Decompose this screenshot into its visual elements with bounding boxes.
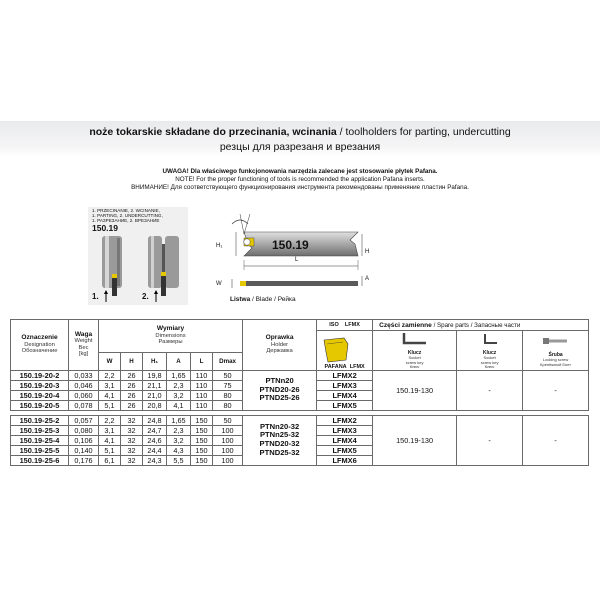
page-title (0, 126, 600, 138)
warning-note (0, 168, 600, 191)
label-parting: 1. (92, 292, 99, 301)
dim-h1: H₁ (216, 243, 223, 249)
spare-part-cell: 150.19-130 (373, 415, 457, 465)
table-row: 150.19-20-5 0,078 5,1 26 20,8 4,1 110 80 LFMX5 (11, 400, 589, 410)
dim-a: A (365, 276, 370, 282)
blade-code: 150.19 (272, 238, 309, 252)
screw-icon (539, 333, 573, 349)
table-row: 150.19-25-3 0,080 3,1 32 24,7 2,3 150 100 LFMX3 (11, 425, 589, 435)
title-rest: / toolholders for parting, undercutting (336, 126, 511, 138)
warning-ru: ВНИМАНИЕ! Для соответствующего функционирования инструмента рекомендованы применяние пластин Pafana. (131, 183, 469, 191)
holder-cell: PTNn20 PTND20-26 PTND25-26 (243, 370, 317, 410)
spec-table (10, 319, 589, 466)
dim-w: W (216, 281, 222, 287)
table-row: 150.19-25-5 0,140 5,1 32 24,4 4,3 150 100 LFMX5 (11, 445, 589, 455)
col-a: A (167, 353, 191, 370)
header-dimensions: Wymiary Dimensions Размеры (99, 320, 243, 353)
col-h1: H₁ (143, 353, 167, 370)
workpiece-2-icon (148, 236, 162, 288)
col-h: H (121, 353, 143, 370)
header-holder: Oprawka Holder Державка (243, 320, 317, 371)
col-w: W (99, 353, 121, 370)
spare-head-2: Klucz Socket screw key Ключ (457, 331, 523, 371)
hex-key-icon (400, 331, 430, 347)
dim-l: L (295, 257, 299, 263)
table-row: 150.19-20-4 0,060 4,1 26 21,0 3,2 110 80 LFMX4 (11, 390, 589, 400)
table-row: 150.19-20-3 0,046 3,1 26 21,1 2,3 110 75 LFMX3 (11, 380, 589, 390)
warning-pl: UWAGA! Dla właściwego funkcjonowania narzędzia zalecane jest stosowanie płytek Pafana. (162, 168, 438, 175)
header-designation: Oznaczenie Designation Обозначение (11, 320, 69, 371)
spare-part-cell: 150.19-130 (373, 370, 457, 410)
col-dmax: Dmax (213, 353, 243, 370)
page-subtitle-ru: резцы для разрезаня и врезания (219, 141, 381, 153)
header-weight: Waga Weight Вес [kg] (69, 320, 99, 371)
holder-cell: PTNn20-32 PTNn25-32 PTND20-32 PTND25-32 (243, 415, 317, 465)
warning-en: NOTE! For the proper functioning of tools is recommended the application Pafana inserts. (175, 175, 425, 183)
hex-key-small-icon (475, 331, 505, 347)
spare-head-1: Klucz Socket screw key Ключ (373, 331, 457, 371)
header-iso: ISO LFMX (317, 320, 373, 331)
dim-h: H (365, 249, 370, 255)
col-l: L (191, 353, 213, 370)
blade-drawing (210, 210, 380, 300)
usage-legend: 1. PRZECINANIE, 2. WCINANIE, 1. PARTING, 2. UNDERCUTTING, 1. РАЗРЕЗАНИЕ, 2. ВРЕЗАНИЕ (92, 208, 163, 224)
table-row: 150.19-20-2 0,033 2,2 26 19,8 1,65 110 50 PTNn20 PTND20-26 PTND25-26 LFMX2 150.19-130 - - (11, 370, 589, 380)
usage-illustration (88, 232, 188, 306)
table-row: 150.19-25-2 0,057 2,2 32 24,8 1,65 150 50 PTNn20-32 PTNn25-32 PTND20-32 PTND25-32 LFMX2 150.19-130 - - (11, 415, 589, 425)
table-row: 150.19-25-4 0,106 4,1 32 24,6 3,2 150 100 LFMX4 (11, 435, 589, 445)
header-spare-parts: Części zamienne / Spare parts / Запасные части (373, 320, 589, 331)
spare-head-3: Śruba Locking screw Крепёжный болт (523, 331, 589, 371)
blade-caption: Listwa / Blade / Рейка (230, 296, 296, 303)
blade-side-icon (244, 281, 358, 286)
insert-header-cell: PAFANA LFMX (317, 331, 373, 371)
label-undercutting: 2. (142, 292, 149, 301)
diagram-code: 150.19 (92, 223, 118, 233)
insert-drawing-icon (318, 334, 372, 364)
table-row: 150.19-25-6 0,176 6,1 32 24,3 5,5 150 100 LFMX6 (11, 455, 589, 465)
title-bold: noże tokarskie składane do przecinania, wcinania (89, 126, 337, 138)
